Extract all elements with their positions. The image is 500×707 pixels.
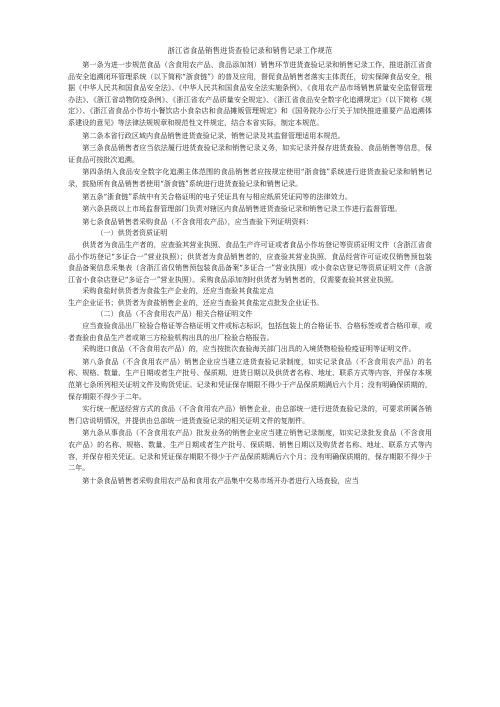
article-7: 第七条食品销售者采购食品（不含食用农产品），应当查验下列证明资料： [82, 216, 313, 226]
article-2: 第二条本省行政区域内食品销售进货查验记录、销售记录及其监督管理适用本规范。 [82, 130, 345, 140]
article-3: 第三条食品销售者应当依法履行进货查验记录和销售记录义务，如实记录并保存进货查验、食品销售等信息，保证食品可按批次追溯。 [68, 143, 432, 164]
section-1-tail-1: 采购食盐时供货者为食盐生产企业的，还应当查验其食盐定点 [82, 286, 274, 296]
article-6: 第六条县级以上市场监督管理部门负责对辖区内食品销售进货查验记录和销售记录工作进行监督管理。 [82, 204, 402, 214]
section-2-body-1: 应当查验食品出厂检验合格证等合格证明文件或标志标识，包括包装上的合格证书、合格标签或者合格印章，或者查验由食品生产者或第三方检验机构出具的出厂检验合格报告。 [68, 321, 432, 342]
article-9: 第九条从事食品（不含食用农产品）批发业务的销售企业应当建立销售记录制度，如实记录批发食品（不含食用农产品）的名称、规格、数量、生产日期或者生产批号、保质期、销售日期以及购货者名称、地址、联系方式等内容，并保存相关凭证。记录和凭证保存期限不得少于产品保质期满后六个月；没有明确保质期的，保存期限不得少于二年。 [68, 428, 432, 473]
section-2-heading: （二）食品（不含食用农产品）相关合格证明文件 [96, 309, 253, 319]
article-10: 第十条食品销售者采购食用农产品和食用农产品集中交易市场开办者进行入场查验，应当 [82, 475, 359, 485]
section-1-heading: （一）供货者资质证明 [96, 228, 168, 238]
article-1: 第一条为进一步规范食品（含食用农产品、食品添加剂）销售环节进货查验记录和销售记录工作，推进浙江省食品安全追溯闭环管理系统（以下简称“浙食链”）的普及应用，督促食品销售者落实主体责任，切实保障食品安全，根据《中华人民共和国食品安全法》、《中华人民共和国食品安全法实施条例》、《食用农产品市场销售质量安全监督管理办法》、《浙江省动物防疫条例》、《浙江省农产品质量安全规定》、《浙江省食品安全数字化追溯规定》（以下简称《规定》）、《浙江省食品小作坊小餐饮店小食杂店和食品摊贩管理规定》和《国务院办公厅关于加快推进重要产品追溯体系建设的意见》等法律法规规章和规范性文件规定，结合本省实际，制定本规范。 [68, 60, 432, 127]
document-body [68, 45, 432, 486]
article-8-supplement: 实行统一配送经营方式的食品（不含食用农产品）销售企业，由总部统一进行进货查验记录的，可要求所属各销售门店说明情况，并提供由总部统一进货查验记录的相关证明文件的复制件。 [68, 404, 432, 425]
article-5: 第五条“浙食链”系统中有关合格证明的电子凭证具有与相应纸质凭证同等的法律效力。 [82, 191, 352, 201]
document-title: 浙江省食品销售进货查验记录和销售记录工作规范 [167, 46, 333, 55]
section-1-body: 供货者为食品生产者的，应查验其营业执照、食品生产许可证或者食品小作坊登记等资质证明文件（含浙江省食品小作坊登记“多证合一”营业执照）；供货者为食品销售者的，应查验其营业执照、食品经营许可证或仅销售预包装食品备案信息采集表（含浙江省仅销售预包装食品备案“多证合一”营业执照）或小食杂店登记等资质证明文件（含浙江省小食杂店登记“多证合一”营业执照）。采购食品添加剂时供货者为销售者的，仅需要查验其营业执照。 [68, 239, 432, 284]
section-2-body-2: 采购进口食品（不含食用农产品）的，应当按批次查验海关部门出具的入境货物检验检疫证明等证明文件。 [82, 344, 416, 354]
article-8: 第八条食品（不含食用农产品）销售企业应当建立进货查验记录制度，如实记录食品（不含食用农产品）的名称、规格、数量、生产日期或者生产批号、保质期、进货日期以及供货者名称、地址、联系方式等内容，并保存本规范第七条所列相关证明文件及购货凭证。记录和凭证保存期限不得少于产品保质期满后六个月；没有明确保质期的，保存期限不得少于二年。 [68, 356, 432, 401]
article-4: 第四条纳入食品安全数字化追溯主体范围的食品销售者应按规定使用“浙食链”系统进行进货查验记录和销售记录，鼓励所有食品销售者使用“浙食链”系统进行进货查验记录和销售记录。 [68, 167, 432, 188]
section-1-tail-2: 生产企业证书；供货者为食盐销售企业的，还应当查验其食盐定点批发企业证书。 [68, 297, 324, 307]
